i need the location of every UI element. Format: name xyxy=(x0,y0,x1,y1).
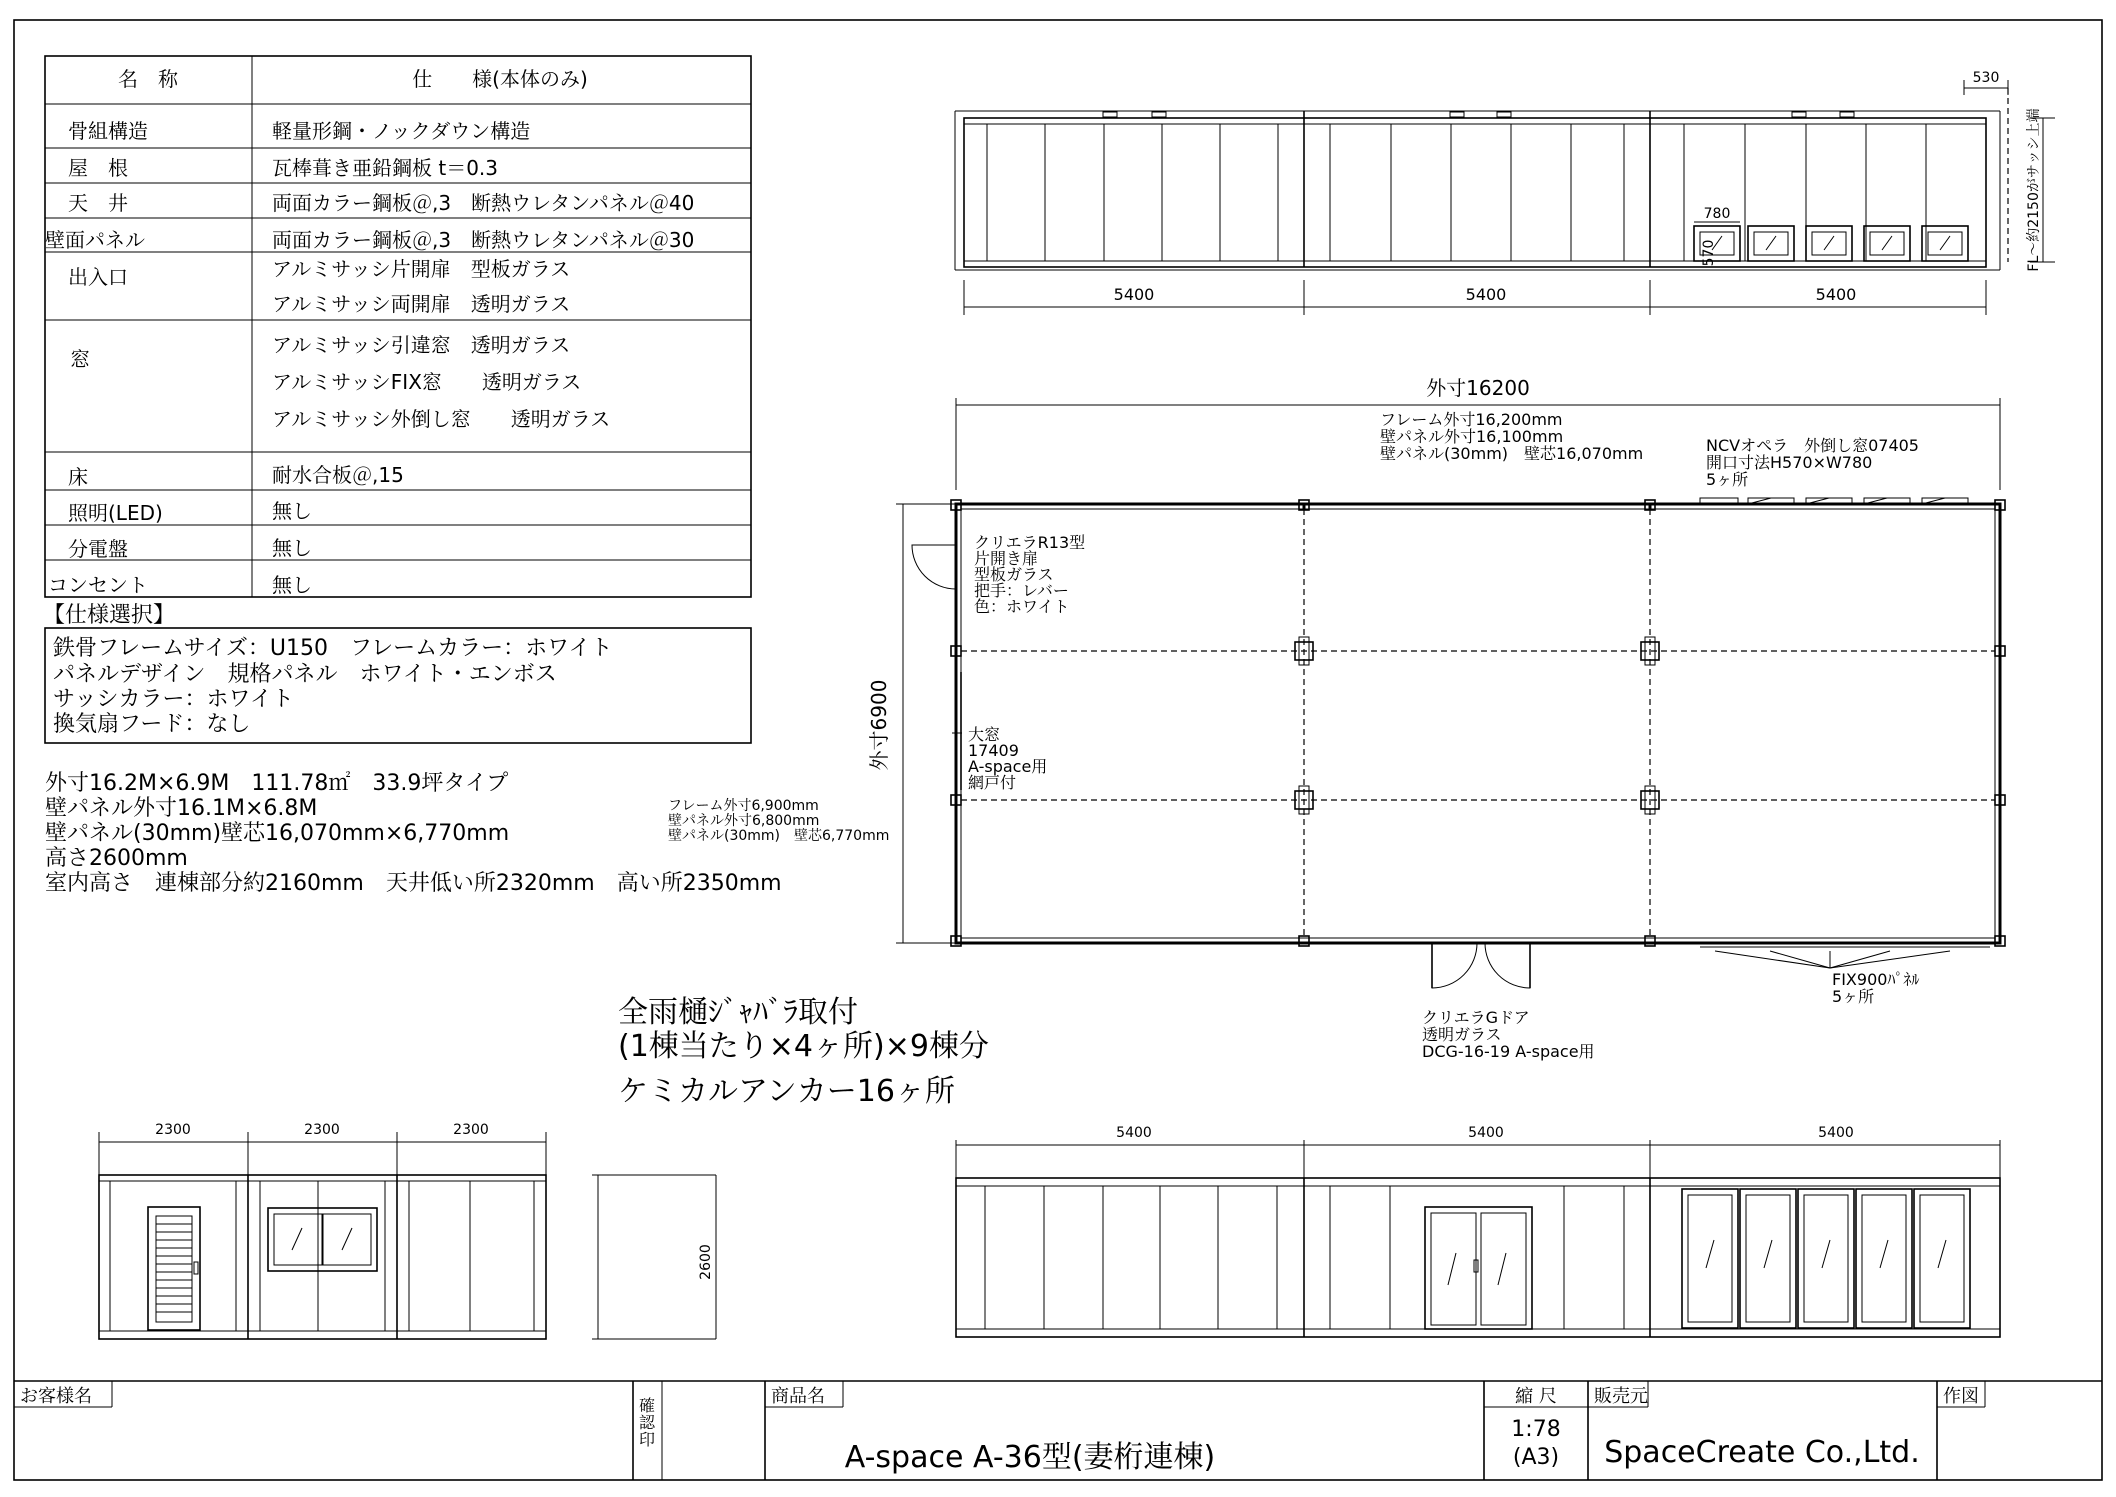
dim-5400: 5400 xyxy=(1815,285,1857,304)
ncv-note: 5ヶ所 xyxy=(1706,470,1749,489)
fix-note: FIX900ﾊﾟﾈﾙ xyxy=(1832,970,1920,989)
bottom-dim: 5400 xyxy=(1468,1125,1504,1141)
window-note: 17409 xyxy=(968,741,1019,760)
confirm-label: 印 xyxy=(638,1430,656,1449)
row-name: 骨組構造 xyxy=(68,119,148,143)
row-spec: 軽量形鋼・ノックダウン構造 xyxy=(272,119,531,143)
row-spec: 耐水合板＠,15 xyxy=(272,463,404,487)
door-note: 片開き扉 xyxy=(974,549,1039,568)
plan-view xyxy=(668,376,2005,1061)
frame-note: 壁パネル(30mm) 壁芯16,070mm xyxy=(1380,444,1644,463)
big-notes xyxy=(618,995,989,1109)
size-note: 室内高さ 連棟部分約2160mm 天井低い所2320mm 高い所2350mm xyxy=(45,871,782,896)
side-elevation xyxy=(99,1122,716,1339)
outer-depth: 外寸6900 xyxy=(867,679,891,771)
row-name: 天 井 xyxy=(68,191,128,215)
big-note: 全雨樋ｼﾞｬﾊﾞﾗ取付 xyxy=(618,995,858,1030)
row-name: 壁面パネル xyxy=(45,228,145,252)
fl-note: FL～約2150がサッシ上端 xyxy=(2026,108,2042,272)
door-note: 型板ガラス xyxy=(974,565,1054,584)
confirm-label: 認 xyxy=(638,1413,656,1432)
row-spec: アルミサッシ両開扉 透明ガラス xyxy=(272,292,571,316)
row-spec: 瓦棒葺き亜鉛鋼板 t＝0.3 xyxy=(272,156,499,180)
size-note: 壁パネル外寸16.1M×6.8M xyxy=(45,796,318,821)
side-dim: 2300 xyxy=(453,1122,489,1138)
row-spec: 無し xyxy=(272,536,312,560)
scale-paper: (A3) xyxy=(1512,1445,1560,1470)
drawing-label: 作図 xyxy=(1943,1386,1979,1407)
dim-5400: 5400 xyxy=(1113,285,1155,304)
frame-note: フレーム外寸16,200mm xyxy=(1380,410,1563,429)
confirm-label: 確 xyxy=(638,1396,656,1415)
seller-label: 販売元 xyxy=(1594,1386,1648,1407)
scale-value: 1:78 xyxy=(1511,1417,1561,1442)
dim-5400: 5400 xyxy=(1465,285,1507,304)
option-box xyxy=(43,603,751,743)
row-name: コンセント xyxy=(48,573,148,597)
title-block xyxy=(14,1381,2102,1480)
height-dim: 2600 xyxy=(698,1244,714,1280)
option-line: 換気扇フード：なし xyxy=(53,712,251,737)
table-header-spec: 仕 様(本体のみ) xyxy=(412,67,588,91)
option-line: パネルデザイン 規格パネル ホワイト・エンボス xyxy=(53,662,557,687)
row-spec: 無し xyxy=(272,573,312,597)
size-note: 高さ2600mm xyxy=(45,846,188,871)
row-spec: 無し xyxy=(272,499,312,523)
size-note: 壁パネル(30mm)壁芯16,070mm×6,770mm xyxy=(45,821,510,846)
row-spec: アルミサッシ外倒し窓 透明ガラス xyxy=(272,407,611,431)
side-dim: 2300 xyxy=(304,1122,340,1138)
row-name: 分電盤 xyxy=(68,537,128,561)
big-note: (1棟当たり×4ヶ所)×9棟分 xyxy=(618,1029,989,1064)
gdoor-note: クリエラGドア xyxy=(1422,1008,1530,1027)
product-label: 商品名 xyxy=(771,1386,825,1407)
top-windows xyxy=(1694,226,1968,261)
spec-table xyxy=(45,56,751,597)
row-name: 出入口 xyxy=(68,265,128,289)
ncv-note: 開口寸法H570×W780 xyxy=(1706,453,1873,472)
win-width-dim: 780 xyxy=(1703,206,1731,222)
ncv-note: NCVオペラ 外倒し窓07405 xyxy=(1706,436,1919,455)
row-spec: アルミサッシFIX窓 透明ガラス xyxy=(272,370,582,394)
door-note: 色：ホワイト xyxy=(974,597,1070,616)
bottom-elevation xyxy=(956,1125,2000,1337)
window-note: 大窓 xyxy=(968,725,1001,744)
door-note: クリエラR13型 xyxy=(974,533,1086,552)
column-markers xyxy=(951,500,2005,946)
table-header-name: 名 称 xyxy=(118,67,178,91)
row-name: 床 xyxy=(68,465,88,489)
frame-note: 壁パネル外寸16,100mm xyxy=(1380,427,1564,446)
row-spec: 両面カラー鋼板＠,3 断熱ウレタンパネル＠30 xyxy=(272,228,695,252)
row-spec: 両面カラー鋼板＠,3 断熱ウレタンパネル＠40 xyxy=(272,191,695,215)
side-note: 壁パネル(30mm) 壁芯6,770mm xyxy=(668,828,890,844)
size-note: 外寸16.2M×6.9M 111.78㎡ 33.9坪タイプ xyxy=(45,771,509,796)
customer-label: お客様名 xyxy=(20,1386,92,1407)
row-spec: アルミサッシ片開扉 型板ガラス xyxy=(272,257,571,281)
scale-label: 縮 尺 xyxy=(1515,1386,1557,1407)
door-note: 把手：レバー xyxy=(974,581,1069,600)
right-dim: 530 xyxy=(1972,70,2000,86)
gdoor-note: DCG-16-19 A-space用 xyxy=(1422,1042,1595,1061)
side-dim: 2300 xyxy=(155,1122,191,1138)
bottom-dim: 5400 xyxy=(1116,1125,1152,1141)
win-height-dim: 570 xyxy=(1701,239,1717,267)
product-name: A-space A-36型(妻桁連棟) xyxy=(844,1440,1216,1475)
gdoor-note: 透明ガラス xyxy=(1422,1025,1502,1044)
row-spec: アルミサッシ引違窓 透明ガラス xyxy=(272,333,571,357)
fix-panels xyxy=(1682,1189,1970,1328)
window-note: 網戸付 xyxy=(968,773,1017,792)
row-name: 窓 xyxy=(70,347,90,371)
side-note: 壁パネル外寸6,800mm xyxy=(668,813,820,829)
row-name: 屋 根 xyxy=(68,156,128,180)
side-note: フレーム外寸6,900mm xyxy=(668,798,819,814)
option-line: 鉄骨フレームサイズ：U150 フレームカラー：ホワイト xyxy=(53,636,613,661)
row-name: 照明(LED) xyxy=(68,501,163,525)
outer-width: 外寸16200 xyxy=(1426,376,1530,400)
window-note: A-space用 xyxy=(968,757,1048,776)
top-elevation xyxy=(955,70,2055,315)
bottom-dim: 5400 xyxy=(1818,1125,1854,1141)
fix-note: 5ヶ所 xyxy=(1832,987,1875,1006)
big-note: ケミカルアンカー16ヶ所 xyxy=(618,1074,955,1109)
seller-name: SpaceCreate Co.,Ltd. xyxy=(1604,1435,1920,1470)
option-line: サッシカラー：ホワイト xyxy=(53,687,294,712)
option-title: 【仕様選択】 xyxy=(43,603,176,628)
